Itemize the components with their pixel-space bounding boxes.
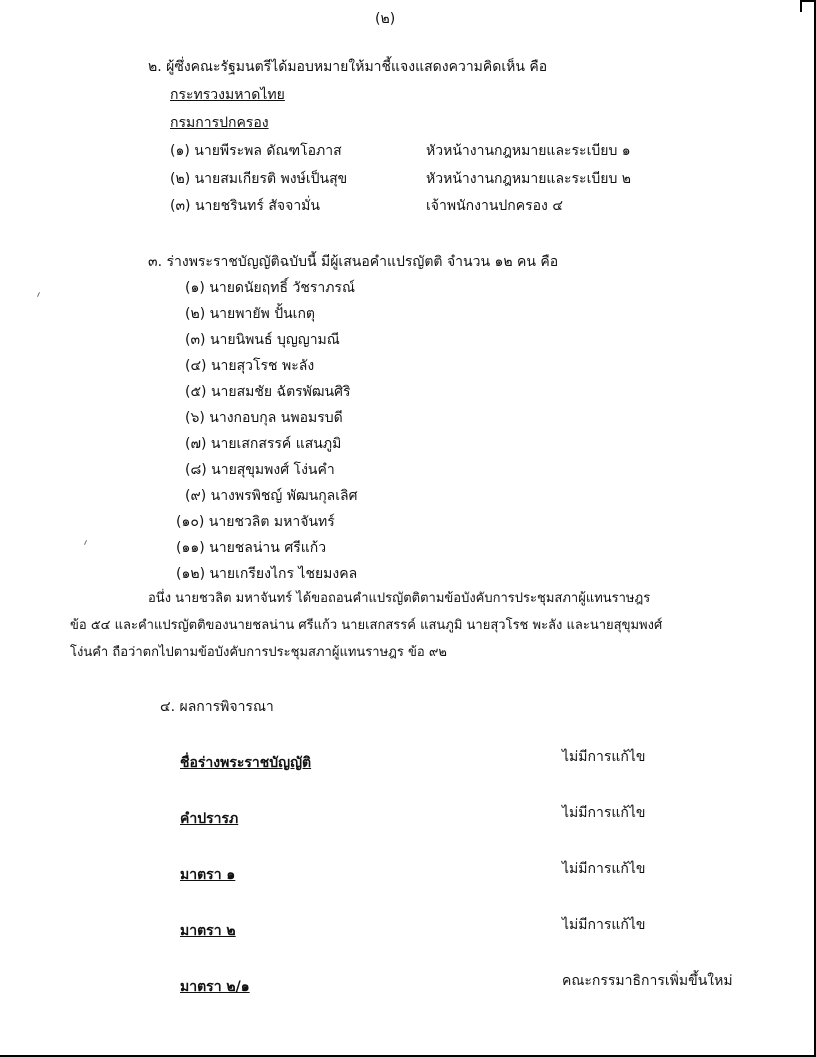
amendment-proposer: (๑๑) นายชลน่าน ศรีแก้ว <box>176 540 327 556</box>
considered-item-result: คณะกรรมาธิการเพิ่มขึ้นใหม่ <box>562 973 733 989</box>
amendment-proposer: (๗) นายเสกสรรค์ แสนภูมิ <box>185 436 342 452</box>
amendment-proposer: (๑) นายดนัยฤทธิ์ วัชราภรณ์ <box>185 280 355 296</box>
amendment-proposer: (๑๒) นายเกรียงไกร ไชยมงคล <box>176 566 358 582</box>
considered-item-result: ไม่มีการแก้ไข <box>562 805 646 821</box>
amendment-proposer: (๑๐) นายชวลิต มหาจันทร์ <box>176 514 335 530</box>
amendment-proposer: (๓) นายนิพนธ์ บุญญามณี <box>185 332 340 348</box>
official-position: หัวหน้างานกฎหมายและระเบียบ ๒ <box>426 171 632 187</box>
scan-speck <box>84 540 87 545</box>
scan-speck <box>37 292 40 297</box>
considered-item-label: มาตรา ๒ <box>180 923 236 939</box>
amendment-proposer: (๙) นางพรพิชญ์ พัฒนกุลเลิศ <box>185 488 358 504</box>
withdrawal-note-line: ข้อ ๕๔ และคำแปรญัตติของนายชลน่าน ศรีแก้ว นายเสกสรรค์ แสนภูมิ นายสุวโรช พะลัง และนายสุขุมพงศ์ <box>70 618 663 633</box>
official-name: (๒) นายสมเกียรติ พงษ์เป็นสุข <box>170 171 348 187</box>
considered-item-label: มาตรา ๒/๑ <box>180 979 250 995</box>
amendment-proposer: (๘) นายสุขุมพงศ์ โง่นคำ <box>185 462 335 478</box>
section-2-heading: ๒. ผู้ซึ่งคณะรัฐมนตรีได้มอบหมายให้มาชี้แจงแสดงความคิดเห็น คือ <box>148 59 548 75</box>
section-3-heading: ๓. ร่างพระราชบัญญัติฉบับนี้ มีผู้เสนอคำแปรญัตติ จำนวน ๑๒ คน คือ <box>148 254 559 270</box>
amendment-proposer: (๖) นางกอบกุล นพอมรบดี <box>185 410 343 426</box>
section-4-heading: ๔. ผลการพิจารณา <box>160 699 274 715</box>
department-name: กรมการปกครอง <box>170 115 269 131</box>
scan-mark <box>800 0 802 12</box>
ministry-name: กระทรวงมหาดไทย <box>170 87 285 103</box>
scan-mark <box>801 0 815 2</box>
considered-item-label: ชื่อร่างพระราชบัญญัติ <box>180 755 312 771</box>
official-position: เจ้าพนักงานปกครอง ๔ <box>426 198 563 214</box>
amendment-proposer: (๔) นายสุวโรช พะลัง <box>185 358 315 374</box>
official-name: (๑) นายพีระพล ดัณฑโอภาส <box>170 143 342 159</box>
considered-item-label: มาตรา ๑ <box>180 867 236 883</box>
official-position: หัวหน้างานกฎหมายและระเบียบ ๑ <box>426 143 631 159</box>
official-name: (๓) นายชรินทร์ สัจจามั่น <box>170 198 320 214</box>
considered-item-result: ไม่มีการแก้ไข <box>562 749 646 765</box>
considered-item-result: ไม่มีการแก้ไข <box>562 861 646 877</box>
amendment-proposer: (๒) นายพายัพ ปั้นเกตุ <box>185 306 316 322</box>
considered-item-result: ไม่มีการแก้ไข <box>562 917 646 933</box>
withdrawal-note-line: โง่นคำ ถือว่าตกไปตามข้อบังคับการประชุมสภาผู้แทนราษฎร ข้อ ๙๒ <box>70 645 447 660</box>
amendment-proposer: (๕) นายสมชัย ฉัตรพัฒนศิริ <box>185 384 351 400</box>
page-number: (๒) <box>375 11 396 27</box>
considered-item-label: คำปรารภ <box>180 811 239 827</box>
withdrawal-note-line: อนึ่ง นายชวลิต มหาจันทร์ ได้ขอถอนคำแปรญัตติตามข้อบังคับการประชุมสภาผู้แทนราษฎร <box>148 591 651 606</box>
